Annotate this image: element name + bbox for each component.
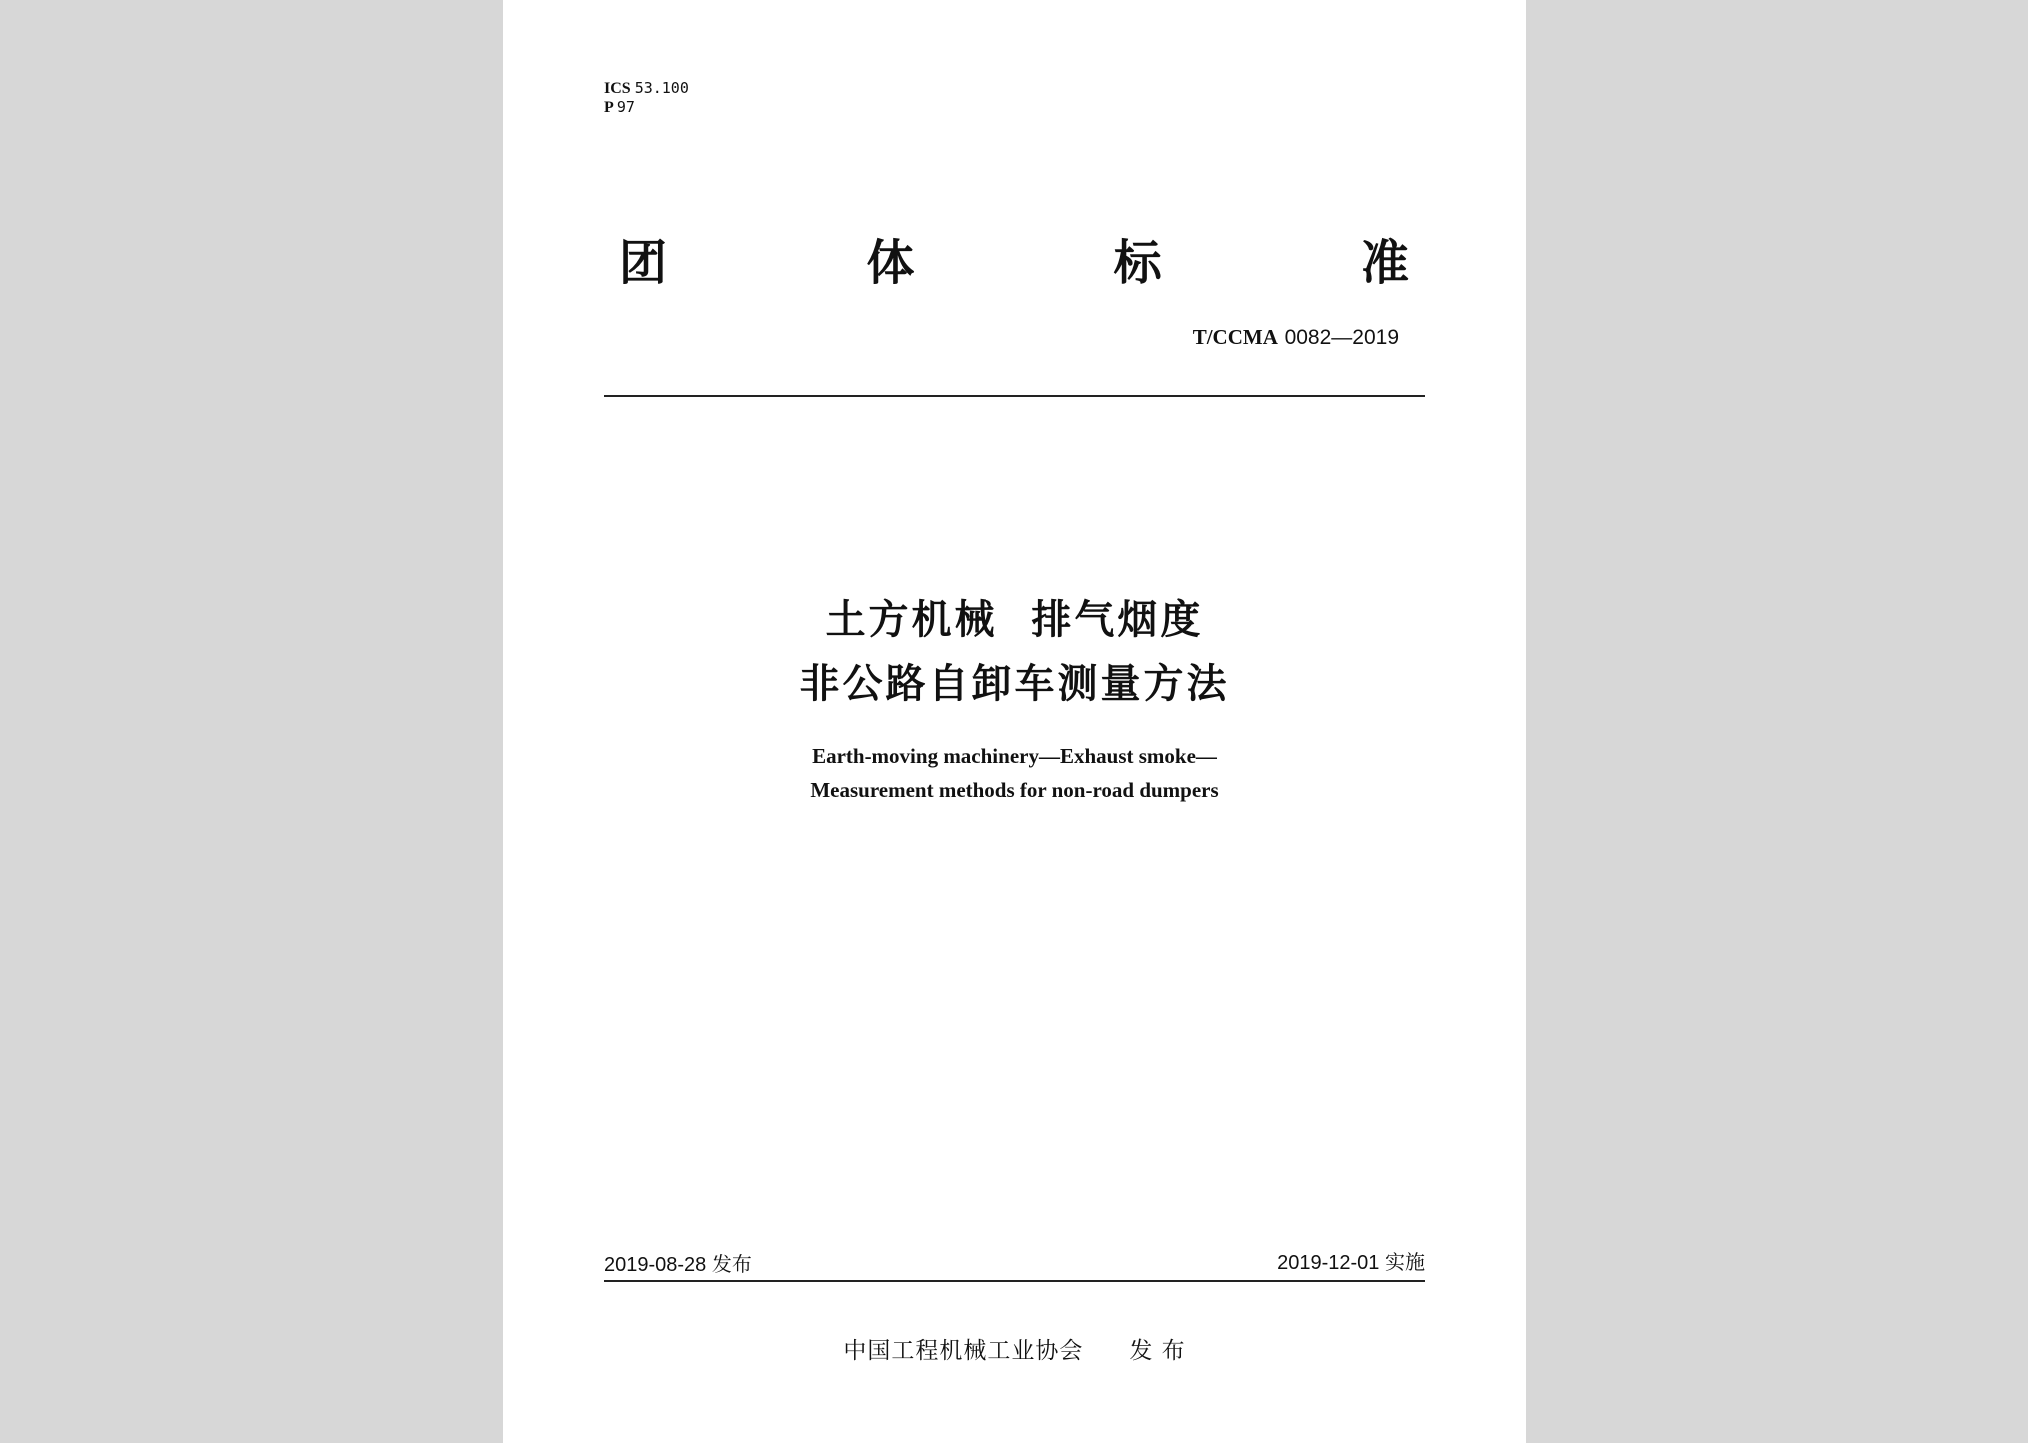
header-divider (604, 395, 1425, 397)
publish-date: 2019-08-28 发布 (604, 1254, 752, 1276)
standard-type-char: 准 (1360, 235, 1409, 291)
standard-code-prefix: T/CCMA (1192, 325, 1278, 349)
ics-label: ICS (604, 80, 631, 97)
standard-type-char: 标 (1113, 235, 1162, 291)
title-english-line1: Earth-moving machinery—Exhaust smoke— (812, 744, 1217, 768)
standard-type-heading (619, 224, 1409, 293)
ccs-value: 97 (616, 98, 635, 116)
ccs-label: P (604, 99, 613, 116)
document-page (503, 0, 1526, 1443)
ics-code (604, 79, 689, 98)
classification-codes (604, 79, 689, 117)
standard-type-char: 体 (866, 235, 915, 291)
standard-code-number: 0082—2019 (1284, 326, 1399, 349)
ccs-code (604, 98, 689, 117)
footer-divider (604, 1280, 1425, 1282)
title-english-line2: Measurement methods for non-road dumpers (810, 778, 1219, 802)
standard-code (1193, 325, 1399, 350)
publisher-name: 中国工程机械工业协会 (843, 1338, 1084, 1364)
implementation-date: 2019-12-01 实施 (1277, 1252, 1425, 1274)
ics-value: 53.100 (634, 79, 689, 97)
title-chinese-line1: 土方机械 排气烟度 (825, 597, 1204, 643)
publisher-line (503, 1332, 1526, 1365)
title-chinese-line2: 非公路自卸车测量方法 (799, 661, 1230, 707)
publisher-action: 发 布 (1129, 1338, 1186, 1364)
standard-type-char: 团 (619, 235, 668, 291)
